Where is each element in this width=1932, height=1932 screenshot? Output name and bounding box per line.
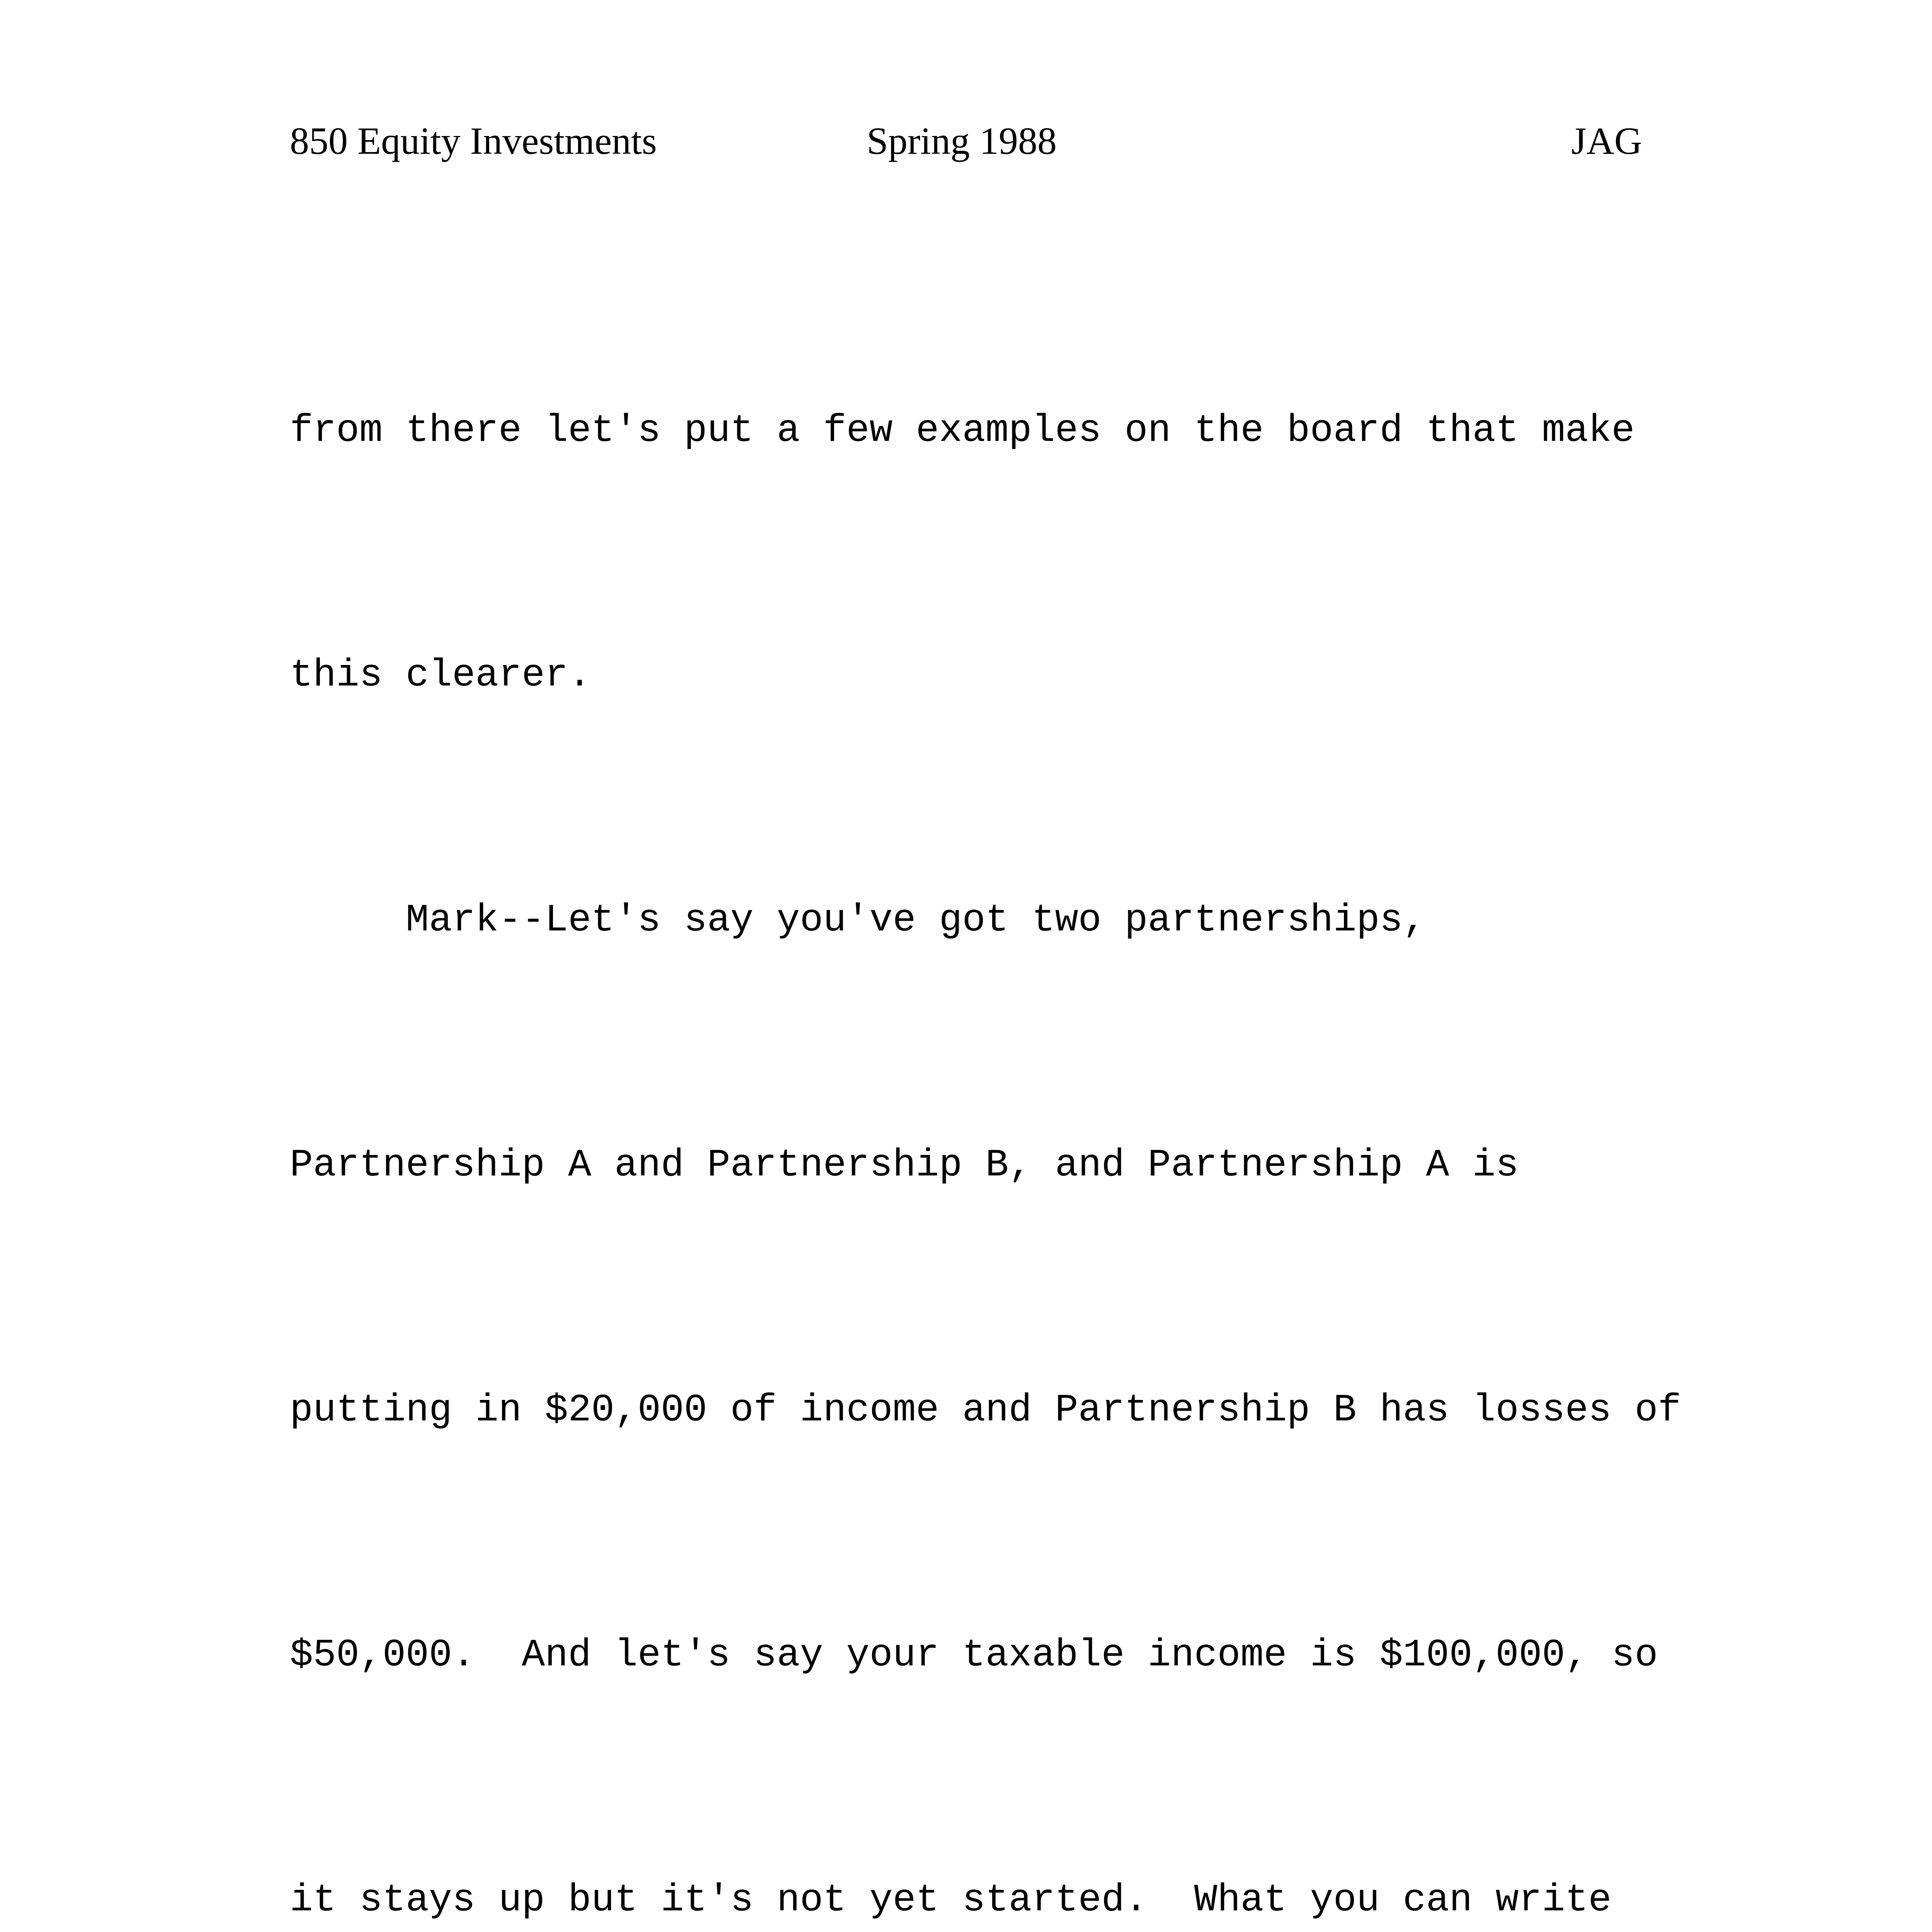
text-line: $50,000. And let's say your taxable income is $100,000, so	[290, 1634, 1658, 1678]
page-header	[290, 112, 1642, 170]
text-line: putting in $20,000 of income and Partnership B has losses of	[290, 1389, 1681, 1433]
header-term: Spring 1988	[867, 119, 1057, 162]
text-line: this clearer.	[290, 654, 592, 698]
transcript-body	[290, 227, 1681, 1932]
text-line: from there let's put a few examples on the board that make	[290, 409, 1635, 453]
header-course: 850 Equity Investments	[290, 119, 657, 162]
text-line: Mark--Let's say you've got two partnerships,	[290, 899, 1426, 943]
text-line: Partnership A and Partnership B, and Partnership A is	[290, 1144, 1519, 1188]
header-initials: JAG	[1571, 119, 1642, 162]
text-line: it stays up but it's not yet started. What you can write	[290, 1878, 1612, 1922]
